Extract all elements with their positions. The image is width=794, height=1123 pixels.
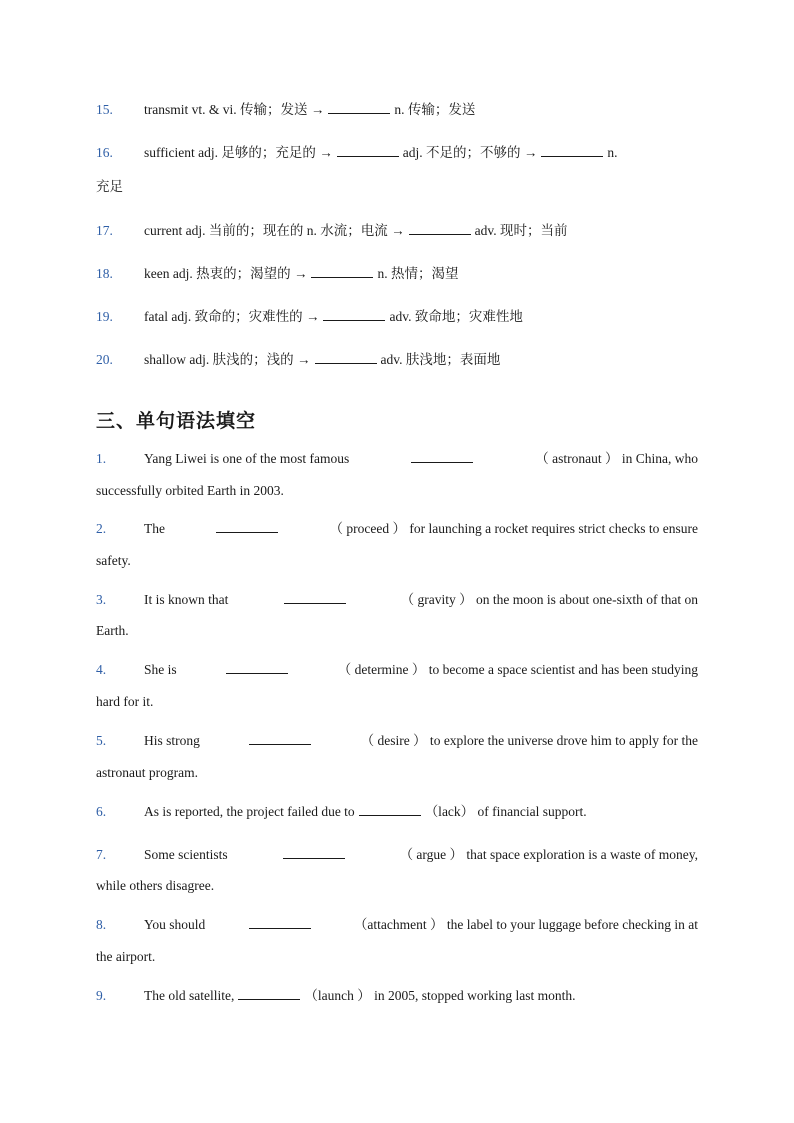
item-number: 15. [96, 102, 113, 117]
item-number: 16. [96, 145, 113, 160]
answer-blank[interactable] [311, 264, 373, 278]
answer-blank[interactable] [359, 802, 421, 816]
item-text: She is （ determine ） to become a space scientist and has been studying [144, 662, 698, 677]
item-number: 19. [96, 309, 113, 324]
item-text: Some scientists （ argue ） that space exploration is a waste of money, [144, 847, 698, 862]
item-number: 5. [96, 733, 107, 748]
answer-blank[interactable] [238, 986, 300, 1000]
answer-blank[interactable] [541, 143, 603, 157]
item-text: The old satellite, （launch ） in 2005, stopped working last month. [144, 988, 576, 1003]
item-text: It is known that （ gravity ） on the moon is about one-sixth of that on [144, 592, 698, 607]
item-number: 20. [96, 352, 113, 367]
item-text: transmit vt. & vi. 传输；发送 → n. 传输；发送 [144, 102, 476, 117]
grammar-item-7-continuation: while others disagree. [96, 878, 215, 893]
item-number: 8. [96, 917, 107, 932]
answer-blank[interactable] [411, 449, 473, 463]
answer-blank[interactable] [409, 221, 471, 235]
grammar-item-5-continuation: astronaut program. [96, 765, 198, 780]
item-number: 3. [96, 592, 107, 607]
item-number: 7. [96, 847, 107, 862]
item-text: fatal adj. 致命的；灾难性的 → adv. 致命地；灾难性地 [144, 309, 523, 324]
answer-blank[interactable] [328, 100, 390, 114]
item-number: 18. [96, 266, 113, 281]
document-page: 15. transmit vt. & vi. 传输；发送 → n. 传输；发送 16. sufficient adj. 足够的；充足的 → adj. 不足的；不够的 → n. 充足 17. current adj. 当前的；现在的 n. 水流；电流 → adv. 现时；当前 18. keen adj. 热衷的；渴望的 → n. 热情；渴望 19. fatal adj. 致命的；灾难性的 → adv. 致命地；灾难性地 20. shallow adj. 肤浅的；浅的 → adv. 肤浅地；表面地 三、单句语法填空 1. Yang Liwei is one of the most famous （ astronaut ） in China, who successfully orbited Earth in 2003. 2. The （ proceed ） for launching a rocket requires strict checks to ensure safety. 3. It is known that （ gravity ） on the moon is about one-sixth of that on Earth. 4. She is （ determine ） to become a space scientist and has been studying hard for it. 5. His strong （ desire ） to explore the universe drove him to apply for the astronaut program. 6. As is reported, the project failed due to （lack） of financial support. 7. Some scientists （ argue ） that space exploration is a waste of money, while others disagree. 8. You should （attachment ） the label to your luggage before checking in at the airport. 9. The old satellite, （launch ） in 2005, stopped working last month. [0, 0, 794, 1123]
item-text: The （ proceed ） for launching a rocket requires strict checks to ensure [144, 521, 698, 536]
grammar-item-3-continuation: Earth. [96, 623, 129, 638]
answer-blank[interactable] [216, 519, 278, 533]
answer-blank[interactable] [249, 731, 311, 745]
item-text: keen adj. 热衷的；渴望的 → n. 热情；渴望 [144, 266, 459, 281]
item-text: His strong （ desire ） to explore the universe drove him to apply for the [144, 733, 698, 748]
grammar-item-1-continuation: successfully orbited Earth in 2003. [96, 483, 284, 498]
section-title: 三、单句语法填空 [96, 410, 257, 432]
answer-blank[interactable] [337, 143, 399, 157]
answer-blank[interactable] [226, 660, 288, 674]
item-text: Yang Liwei is one of the most famous （ astronaut ） in China, who [144, 451, 698, 466]
grammar-item-8-continuation: the airport. [96, 949, 156, 964]
item-text: shallow adj. 肤浅的；浅的 → adv. 肤浅地；表面地 [144, 352, 501, 367]
answer-blank[interactable] [284, 590, 346, 604]
item-text: current adj. 当前的；现在的 n. 水流；电流 → adv. 现时；当前 [144, 223, 568, 238]
answer-blank[interactable] [315, 350, 377, 364]
item-number: 6. [96, 804, 107, 819]
item-number: 1. [96, 451, 107, 466]
grammar-item-4-continuation: hard for it. [96, 694, 154, 709]
item-text: You should （attachment ） the label to your luggage before checking in at [144, 917, 698, 932]
answer-blank[interactable] [283, 845, 345, 859]
item-text: As is reported, the project failed due to （lack） of financial support. [144, 804, 587, 819]
grammar-item-2-continuation: safety. [96, 553, 131, 568]
answer-blank[interactable] [249, 915, 311, 929]
item-number: 9. [96, 988, 107, 1003]
item-number: 2. [96, 521, 107, 536]
item-text: sufficient adj. 足够的；充足的 → adj. 不足的；不够的 → n. [144, 145, 618, 160]
item-number: 17. [96, 223, 113, 238]
answer-blank[interactable] [323, 307, 385, 321]
item-number: 4. [96, 662, 107, 677]
